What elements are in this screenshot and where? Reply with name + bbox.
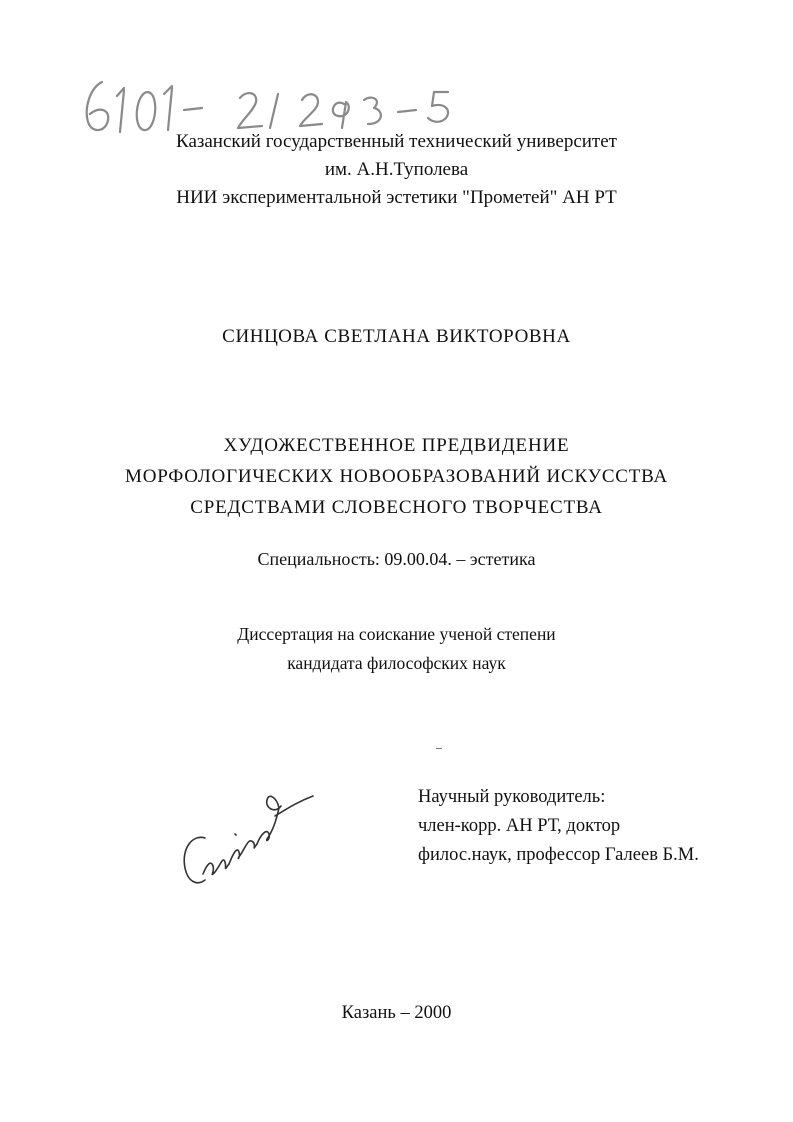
stray-mark [436, 748, 442, 749]
institution-name: Казанский государственный технический университет [176, 131, 617, 152]
institution-dedication: им. А.Н.Туполева [324, 159, 469, 180]
author-name: СИНЦОВА СВЕТЛАНА ВИКТОРОВНА [222, 326, 571, 347]
city-and-year: Казань – 2000 [341, 1003, 452, 1023]
signature-scribble [175, 768, 315, 898]
degree-statement-line-2: кандидата философских наук [287, 653, 506, 673]
dissertation-title-line-1: ХУДОЖЕСТВЕННОЕ ПРЕДВИДЕНИЕ [223, 435, 570, 456]
specialty: Специальность: 09.00.04. – эстетика [257, 549, 536, 569]
supervisor-heading: Научный руководитель: [418, 787, 606, 807]
dissertation-title-line-2: МОРФОЛОГИЧЕСКИХ НОВООБРАЗОВАНИЙ ИСКУССТВА [125, 466, 668, 487]
author-signature [175, 768, 315, 903]
degree-statement-line-1: Диссертация на соискание ученой степени [237, 624, 556, 644]
supervisor-title: член-корр. АН РТ, доктор [418, 816, 621, 836]
dissertation-title-line-3: СРЕДСТВАМИ СЛОВЕСНОГО ТВОРЧЕСТВА [190, 497, 603, 518]
supervisor-block [418, 783, 699, 870]
supervisor-name: филос.наук, профессор Галеев Б.М. [418, 845, 699, 865]
research-institute: НИИ экспериментальной эстетики "Прометей" АН РТ [176, 187, 617, 208]
